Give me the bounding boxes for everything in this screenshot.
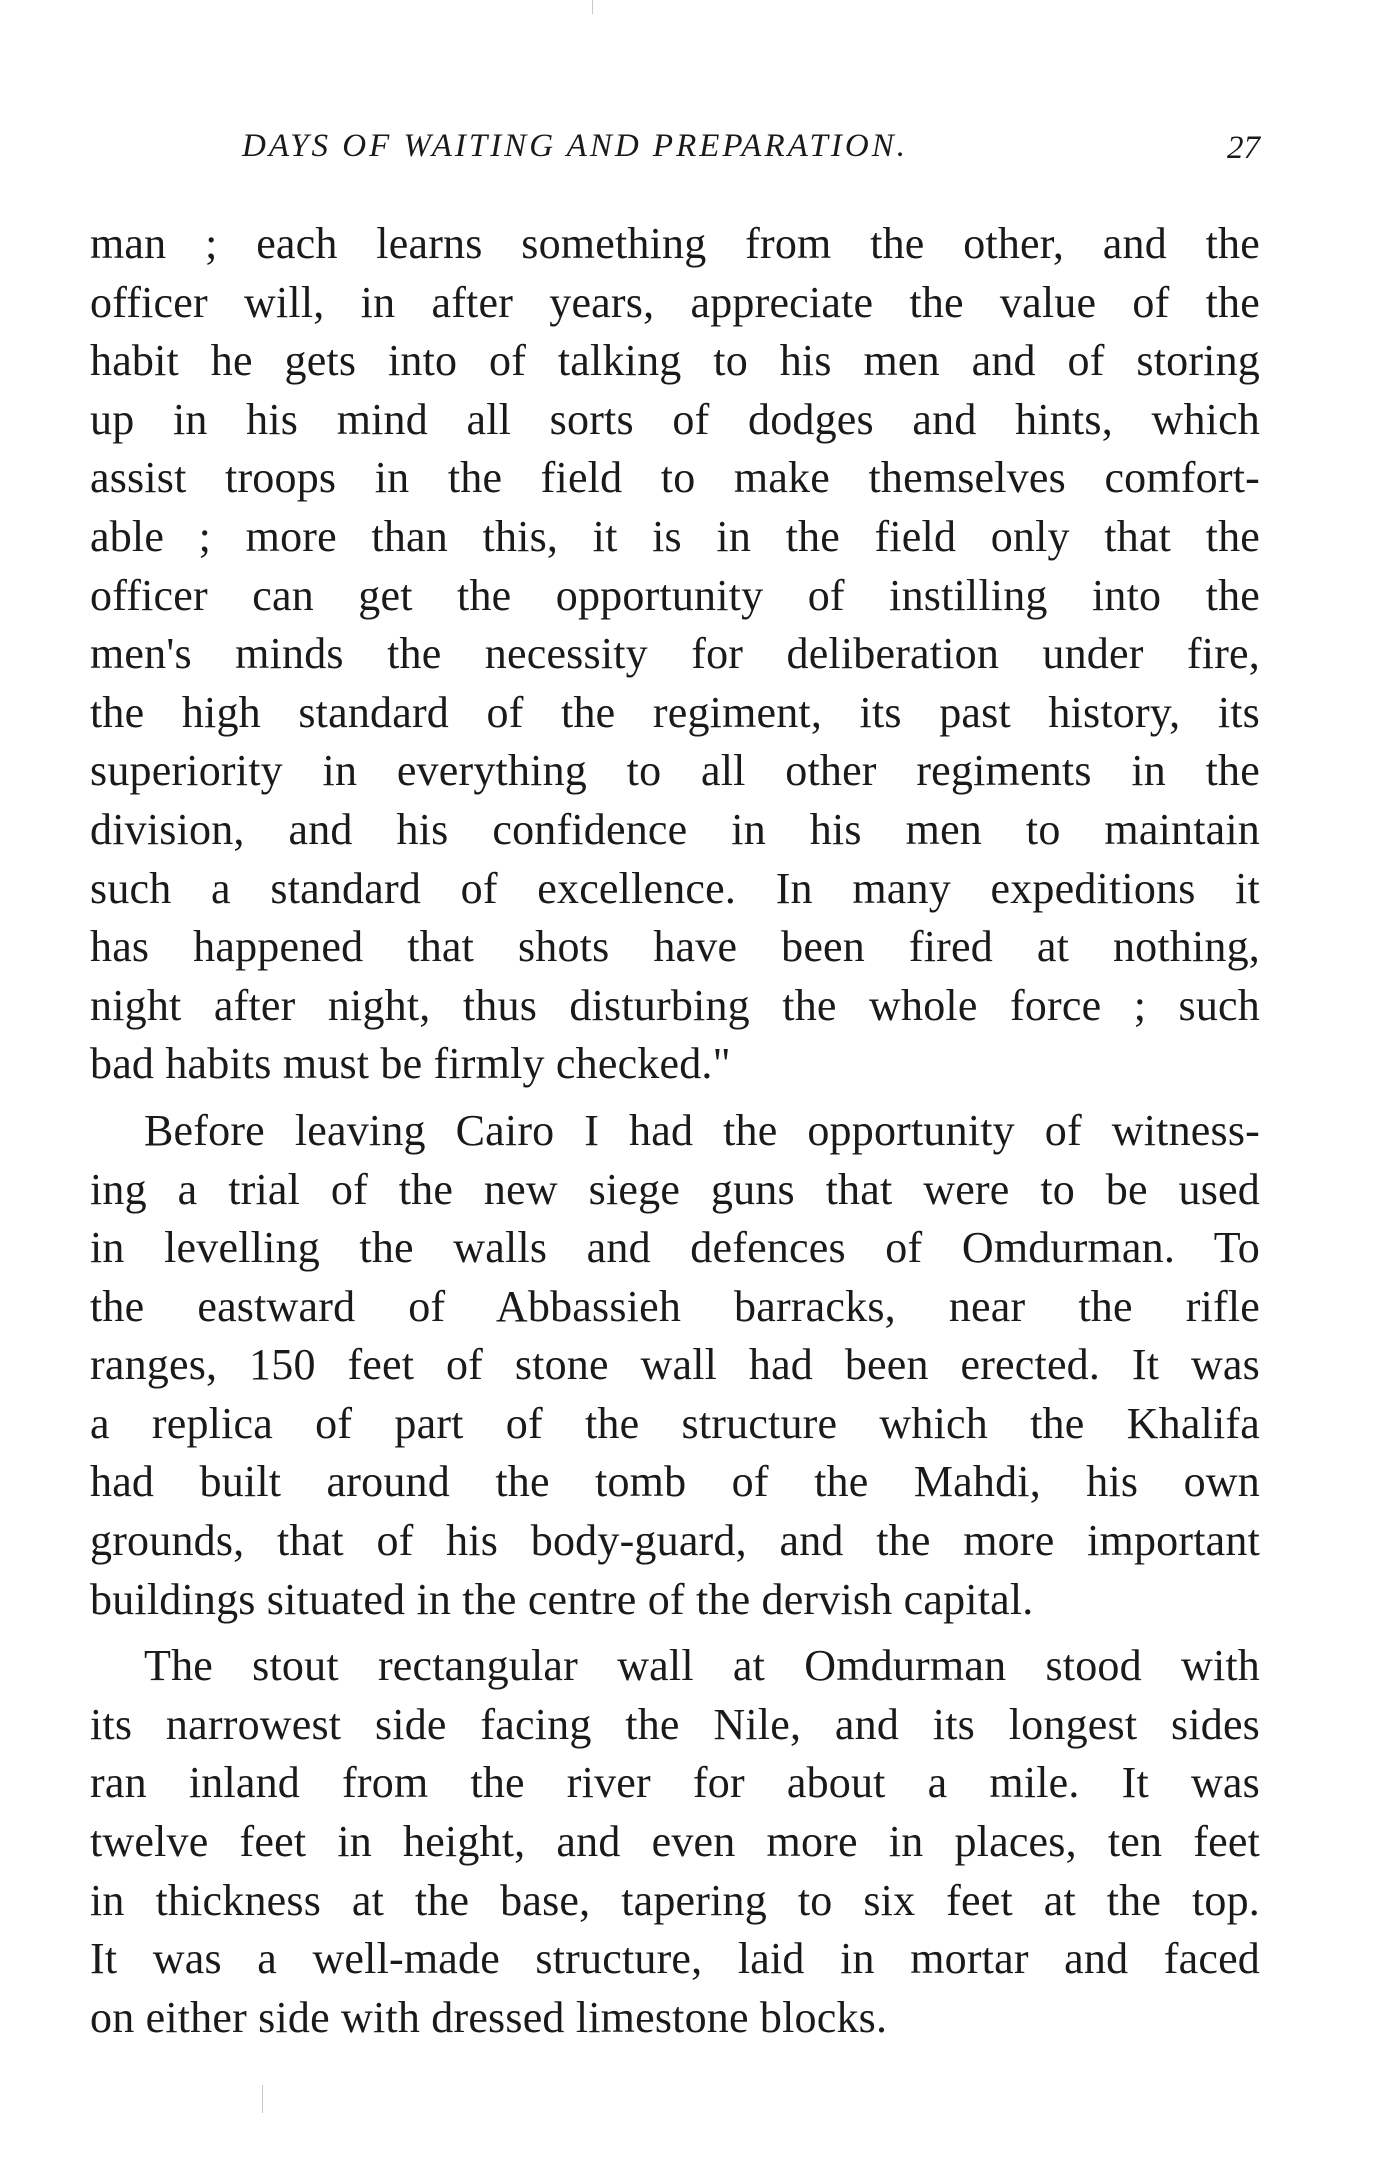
- text-line: officer can get the opportunity of instilling into the: [90, 570, 1260, 620]
- text-line: in thickness at the base, tapering to six feet at the top.: [90, 1875, 1260, 1925]
- text-line: division, and his confidence in his men to maintain: [90, 804, 1260, 854]
- text-line: buildings situated in the centre of the dervish capital.: [90, 1574, 1034, 1624]
- body-text: [90, 215, 1260, 2047]
- text-line: has happened that shots have been fired at nothing,: [90, 922, 1260, 972]
- text-line: superiority in everything to all other regiments in the: [90, 746, 1260, 796]
- text-line: twelve feet in height, and even more in places, ten feet: [90, 1817, 1260, 1867]
- paragraph-1: [90, 215, 1260, 1094]
- text-line: the high standard of the regiment, its past history, its: [90, 687, 1260, 737]
- text-line: its narrowest side facing the Nile, and its longest sides: [90, 1699, 1260, 1749]
- text-line: in levelling the walls and defences of Omdurman. To: [90, 1223, 1260, 1273]
- page-number: 27: [1227, 130, 1260, 166]
- text-line: assist troops in the field to make themselves comfort-: [90, 453, 1260, 503]
- text-line: bad habits must be firmly checked.": [90, 1039, 731, 1089]
- running-head: [242, 128, 1260, 178]
- text-line: grounds, that of his body-guard, and the more important: [90, 1516, 1260, 1566]
- text-line: the eastward of Abbassieh barracks, near the rifle: [90, 1281, 1260, 1331]
- text-line: officer will, in after years, appreciate the value of the: [90, 277, 1260, 327]
- text-line: up in his mind all sorts of dodges and hints, which: [90, 394, 1260, 444]
- scan-mark-bottom: [262, 2085, 263, 2113]
- scan-mark-top: [592, 0, 593, 14]
- text-line: such a standard of excellence. In many expeditions it: [90, 863, 1260, 913]
- text-line: had built around the tomb of the Mahdi, his own: [90, 1457, 1260, 1507]
- text-line: ing a trial of the new siege guns that were to be used: [90, 1164, 1260, 1214]
- text-line: man ; each learns something from the other, and the: [90, 219, 1260, 268]
- text-line: night after night, thus disturbing the whole force ; such: [90, 980, 1260, 1030]
- text-line: habit he gets into of talking to his men and of storing: [90, 336, 1260, 386]
- paragraph-3: [90, 1637, 1260, 2047]
- text-line: on either side with dressed limestone blocks.: [90, 1992, 888, 2042]
- paragraph-2: [90, 1102, 1260, 1629]
- text-line: ran inland from the river for about a mile. It was: [90, 1758, 1260, 1808]
- text-line: men's minds the necessity for deliberation under fire,: [90, 629, 1260, 679]
- text-line: a replica of part of the structure which the Khalifa: [90, 1398, 1260, 1448]
- text-line: ranges, 150 feet of stone wall had been erected. It was: [90, 1340, 1260, 1390]
- text-line: Before leaving Cairo I had the opportunity of witness-: [144, 1105, 1260, 1155]
- text-line: able ; more than this, it is in the field only that the: [90, 511, 1260, 561]
- text-line: It was a well-made structure, laid in mortar and faced: [90, 1934, 1260, 1984]
- running-title: DAYS OF WAITING AND PREPARATION.: [242, 128, 908, 164]
- text-line: The stout rectangular wall at Omdurman stood with: [144, 1641, 1260, 1691]
